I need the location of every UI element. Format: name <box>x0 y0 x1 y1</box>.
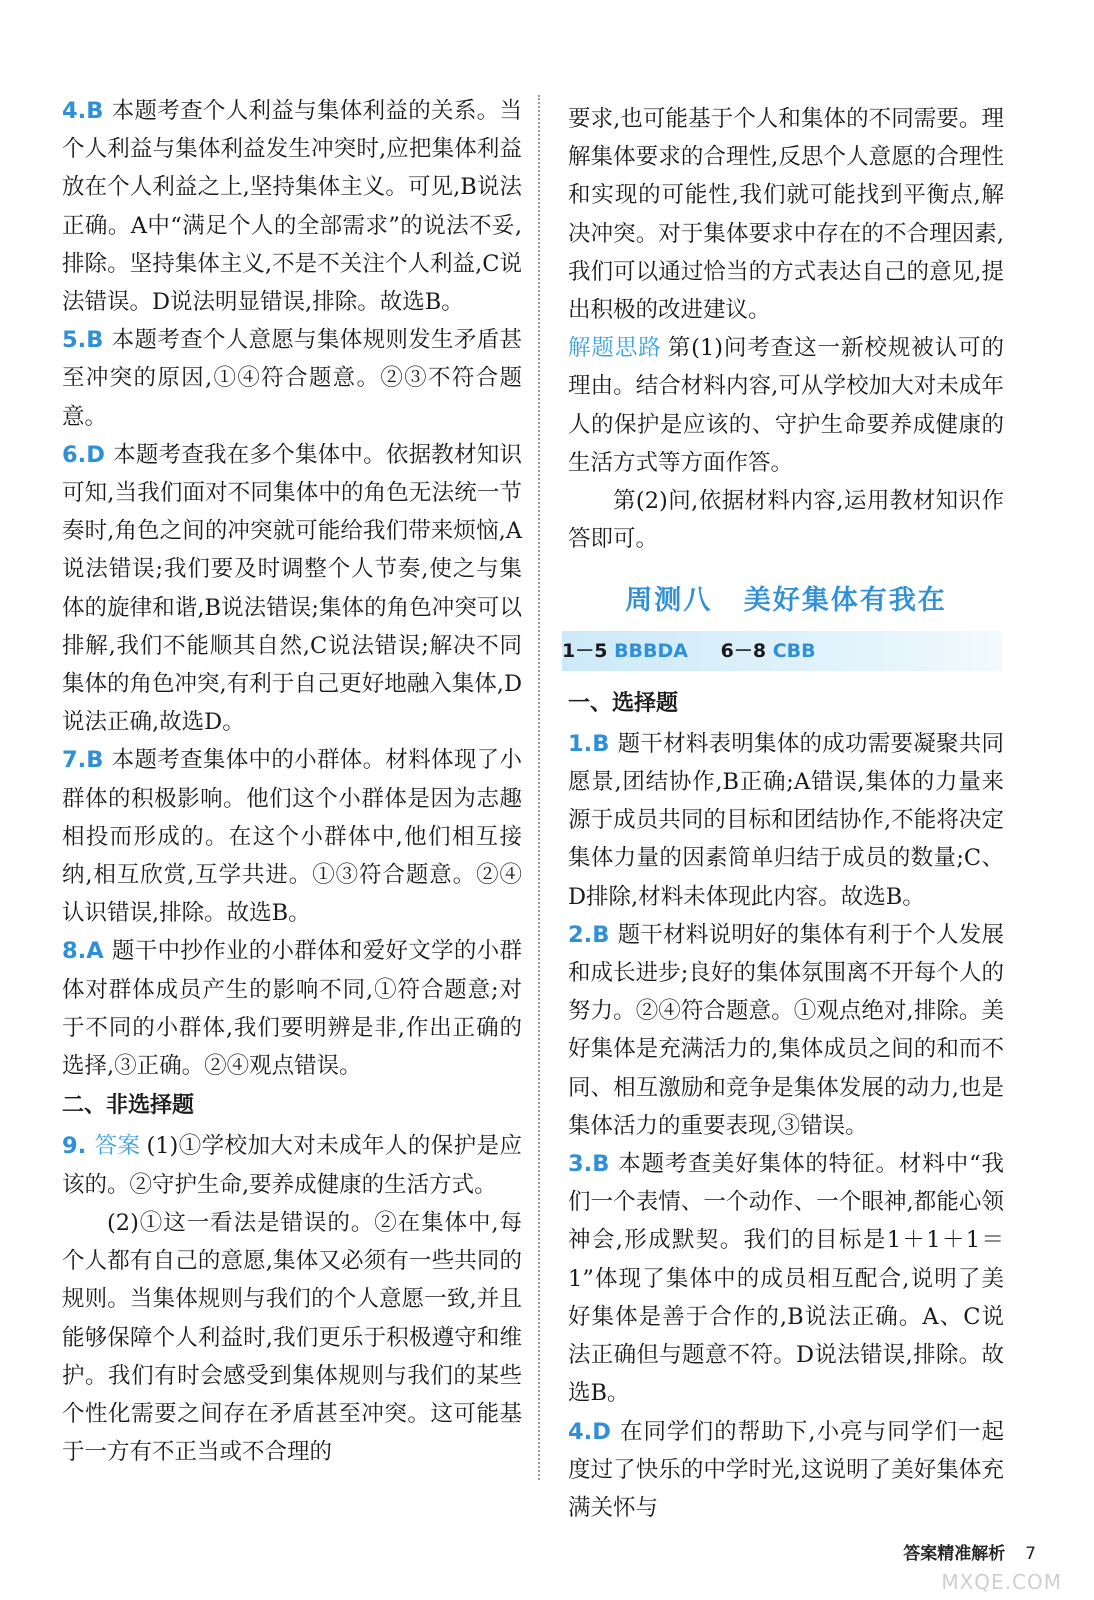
answer-item-4b <box>568 1413 1004 1528</box>
answer-label: 答案 <box>94 1133 141 1160</box>
answer-item-6 <box>62 436 522 742</box>
item-text: 在同学们的帮助下,小亮与同学们一起度过了快乐的中学时光,这说明了美好集体充满关怀与 <box>568 1418 1004 1521</box>
item-number: 8.A <box>62 938 104 965</box>
answer-9-continuation: 要求,也可能基于个人和集体的不同需要。理解集体要求的合理性,反思个人意愿的合理性和实现的可能性,我们就可能找到平衡点,解决冲突。对于集体要求中存在的不合理因素,我们可以通过恰当的方式表达自己的意见,提出积极的改进建议。 <box>568 106 1004 324</box>
answer-item-5 <box>62 321 522 436</box>
answer-range-2: 6－8 <box>720 639 767 662</box>
section-heading-choice: 一、选择题 <box>568 690 679 716</box>
watermark-logo: MXQE.COM <box>941 1570 1062 1594</box>
week-title-topic: 美好集体有我在 <box>743 585 947 617</box>
right-column <box>562 100 1004 1527</box>
item-text: 本题考查美好集体的特征。材料中“我们一个表情、一个动作、一个眼神,都能心领神会,形成默契。我们的目标是1＋1＋1＝1”体现了集体中的成员相互配合,说明了美好集体是善于合作的,B说法正确。A、C说法正确但与题意不符。D说法错误,排除。故选B。 <box>568 1151 1004 1407</box>
item-number: 6.D <box>62 441 105 468</box>
answer-item-9 <box>62 1127 522 1203</box>
item-text: (1)①学校加大对未成年人的保护是应该的。②守护生命,要养成健康的生活方式。 <box>62 1133 522 1198</box>
week-test-title <box>568 582 1004 620</box>
item-number: 3.B <box>568 1151 610 1178</box>
item-text: 题干材料表明集体的成功需要凝聚共同愿景,团结协作,B正确;A错误,集体的力量来源于成员共同的目标和团结协作,不能将决定集体力量的因素简单归结于成员的数量;C、D排除,材料未体现此内容。故选B。 <box>568 730 1004 910</box>
answer-item-8 <box>62 932 522 1085</box>
answer-item-7 <box>62 741 522 932</box>
section-heading-non-choice: 二、非选择题 <box>62 1093 195 1119</box>
week-title-number: 周测八 <box>625 585 713 617</box>
item-number: 4.B <box>62 98 104 124</box>
item-number: 4.D <box>568 1418 611 1445</box>
answer-item-4 <box>62 92 522 321</box>
item-number: 9. <box>62 1133 87 1160</box>
footer-label: 答案精准解析 <box>903 1544 1006 1564</box>
item-text: 本题考查个人意愿与集体规则发生矛盾甚至冲突的原因,①④符合题意。②③不符合题意。 <box>62 327 522 430</box>
item-number: 2.B <box>568 921 610 948</box>
hint-text: 第(1)问考查这一新校规被认可的理由。结合材料内容,可从学校加大对未成年人的保护是应该的、守护生命要养成健康的生活方式等方面作答。 <box>568 335 1004 476</box>
answer-letters-2: CBB <box>772 639 816 662</box>
answer-summary-bar <box>562 631 1002 671</box>
item-text: 本题考查集体中的小群体。材料体现了小群体的积极影响。他们这个小群体是因为志趣相投而形成的。在这个小群体中,他们相互接纳,相互欣赏,互学共进。①③符合题意。②④认识错误,排除。故选B。 <box>62 747 522 927</box>
answer-item-3 <box>568 1145 1004 1412</box>
solution-hint-2: 第(2)问,依据材料内容,运用教材知识作答即可。 <box>568 488 1004 553</box>
item-text: 题干材料说明好的集体有利于个人发展和成长进步;良好的集体氛围离不开每个人的努力。②④符合题意。①观点绝对,排除。美好集体是充满活力的,集体成员之间的和而不同、相互激励和竞争是集体发展的动力,也是集体活力的重要表现,③错误。 <box>568 921 1004 1139</box>
item-number: 5.B <box>62 327 104 354</box>
answer-range-1: 1－5 <box>562 639 608 662</box>
item-text: 题干中抄作业的小群体和爱好文学的小群体对群体成员产生的影响不同,①符合题意;对于不同的小群体,我们要明辨是非,作出正确的选择,③正确。②④观点错误。 <box>62 938 522 1080</box>
item-text: 本题考查个人利益与集体利益的关系。当个人利益与集体利益发生冲突时,应把集体利益放在个人利益之上,坚持集体主义。可见,B说法正确。A中“满足个人的全部需求”的说法不妥,排除。坚持集体主义,不是不关注个人利益,C说法错误。D说法明显错误,排除。故选B。 <box>62 98 522 316</box>
answer-item-2 <box>568 916 1004 1145</box>
item-number: 7.B <box>62 747 104 774</box>
hint-label: 解题思路 <box>568 335 662 362</box>
answer-9-part2: (2)①这一看法是错误的。②在集体中,每个人都有自己的意愿,集体又必须有一些共同的规则。当集体规则与我们的个人意愿一致,并且能够保障个人利益时,我们更乐于积极遵守和维护。我们有时会感受到集体规则与我们的某些个性化需要之间存在矛盾甚至冲突。这可能基于一方有不正当或不合理的 <box>62 1209 522 1466</box>
item-text: 本题考查我在多个集体中。依据教材知识可知,当我们面对不同集体中的角色无法统一节奏时,角色之间的冲突就可能给我们带来烦恼,A说法错误;我们要及时调整个人节奏,使之与集体的旋律和谐,B说法错误;集体的角色冲突可以排解,我们不能顺其自然,C说法错误;解决不同集体的角色冲突,有利于自己更好地融入集体,D说法正确,故选D。 <box>62 441 522 736</box>
solution-hint <box>568 329 1004 482</box>
page-number: 7 <box>1025 1544 1036 1564</box>
page-footer <box>903 1539 1036 1564</box>
answer-letters-1: BBBDA <box>614 639 688 662</box>
column-divider <box>538 95 540 1480</box>
answer-item-1 <box>568 725 1004 916</box>
item-number: 1.B <box>568 730 610 757</box>
left-column <box>62 92 522 1471</box>
